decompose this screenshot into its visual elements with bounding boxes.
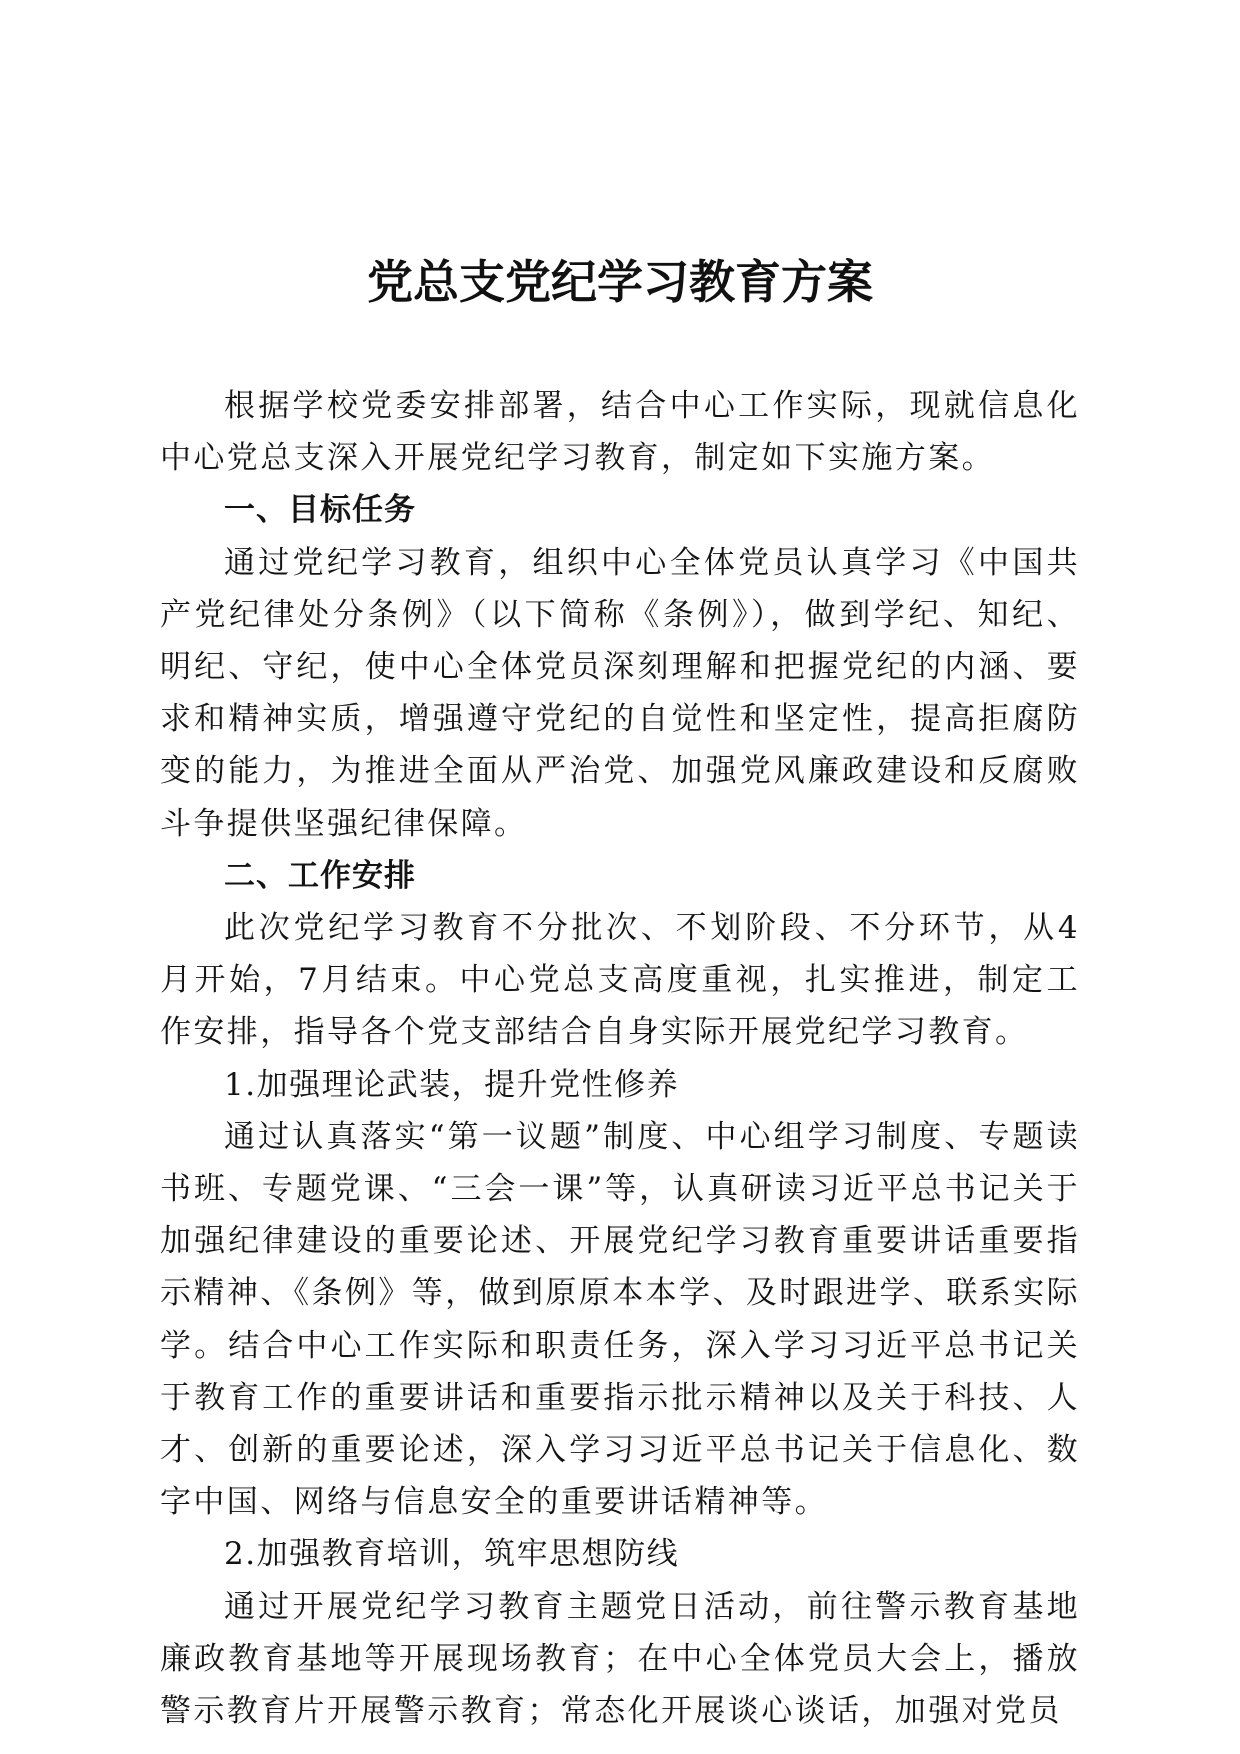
section-1-paragraph: 通过党纪学习教育，组织中心全体党员认真学习《中国共产党纪律处分条例》（以下简称《条例》），做到学纪、知纪、明纪、守纪，使中心全体党员深刻理解和把握党纪的内涵、要求和精神实质，增强遵守党纪的自觉性和坚定性，提高拒腐防变的能力，为推进全面从严治党、加强党风廉政建设和反腐败斗争提供坚强纪律保障。: [160, 544, 1080, 842]
item-1-paragraph: 通过认真落实“第一议题”制度、中心组学习制度、专题读书班、专题党课、“三会一课”等，认真研读习近平总书记关于加强纪律建设的重要论述、开展党纪学习教育重要讲话重要指示精神、《条例》等，做到原原本本学、及时跟进学、联系实际学。结合中心工作实际和职责任务，深入学习习近平总书记关于教育工作的重要讲话和重要指示批示精神以及关于科技、人才、创新的重要论述，深入学习习近平总书记关于信息化、数字中国、网络与信息安全的重要讲话精神等。: [160, 1118, 1080, 1521]
document-body: [160, 380, 1080, 1737]
item-2-paragraph: 通过开展党纪学习教育主题党日活动，前往警示教育基地廉政教育基地等开展现场教育；在中心全体党员大会上，播放警示教育片开展警示教育；常态化开展谈心谈话，加强对党员: [160, 1588, 1080, 1730]
intro-paragraph: 根据学校党委安排部署，结合中心工作实际，现就信息化中心党总支深入开展党纪学习教育，制定如下实施方案。: [160, 388, 1080, 477]
document-title: 党总支党纪学习教育方案: [367, 255, 873, 309]
item-1-heading: 1.加强理论武装，提升党性修养: [224, 1066, 680, 1103]
section-1-heading: 一、目标任务: [224, 492, 416, 529]
item-2-heading: 2.加强教育培训，筑牢思想防线: [224, 1536, 680, 1573]
section-2-heading: 二、工作安排: [224, 857, 416, 894]
section-2-paragraph: 此次党纪学习教育不分批次、不划阶段、不分环节，从4月开始，7月结束。中心党总支高度重视，扎实推进，制定工作安排，指导各个党支部结合自身实际开展党纪学习教育。: [160, 910, 1080, 1051]
